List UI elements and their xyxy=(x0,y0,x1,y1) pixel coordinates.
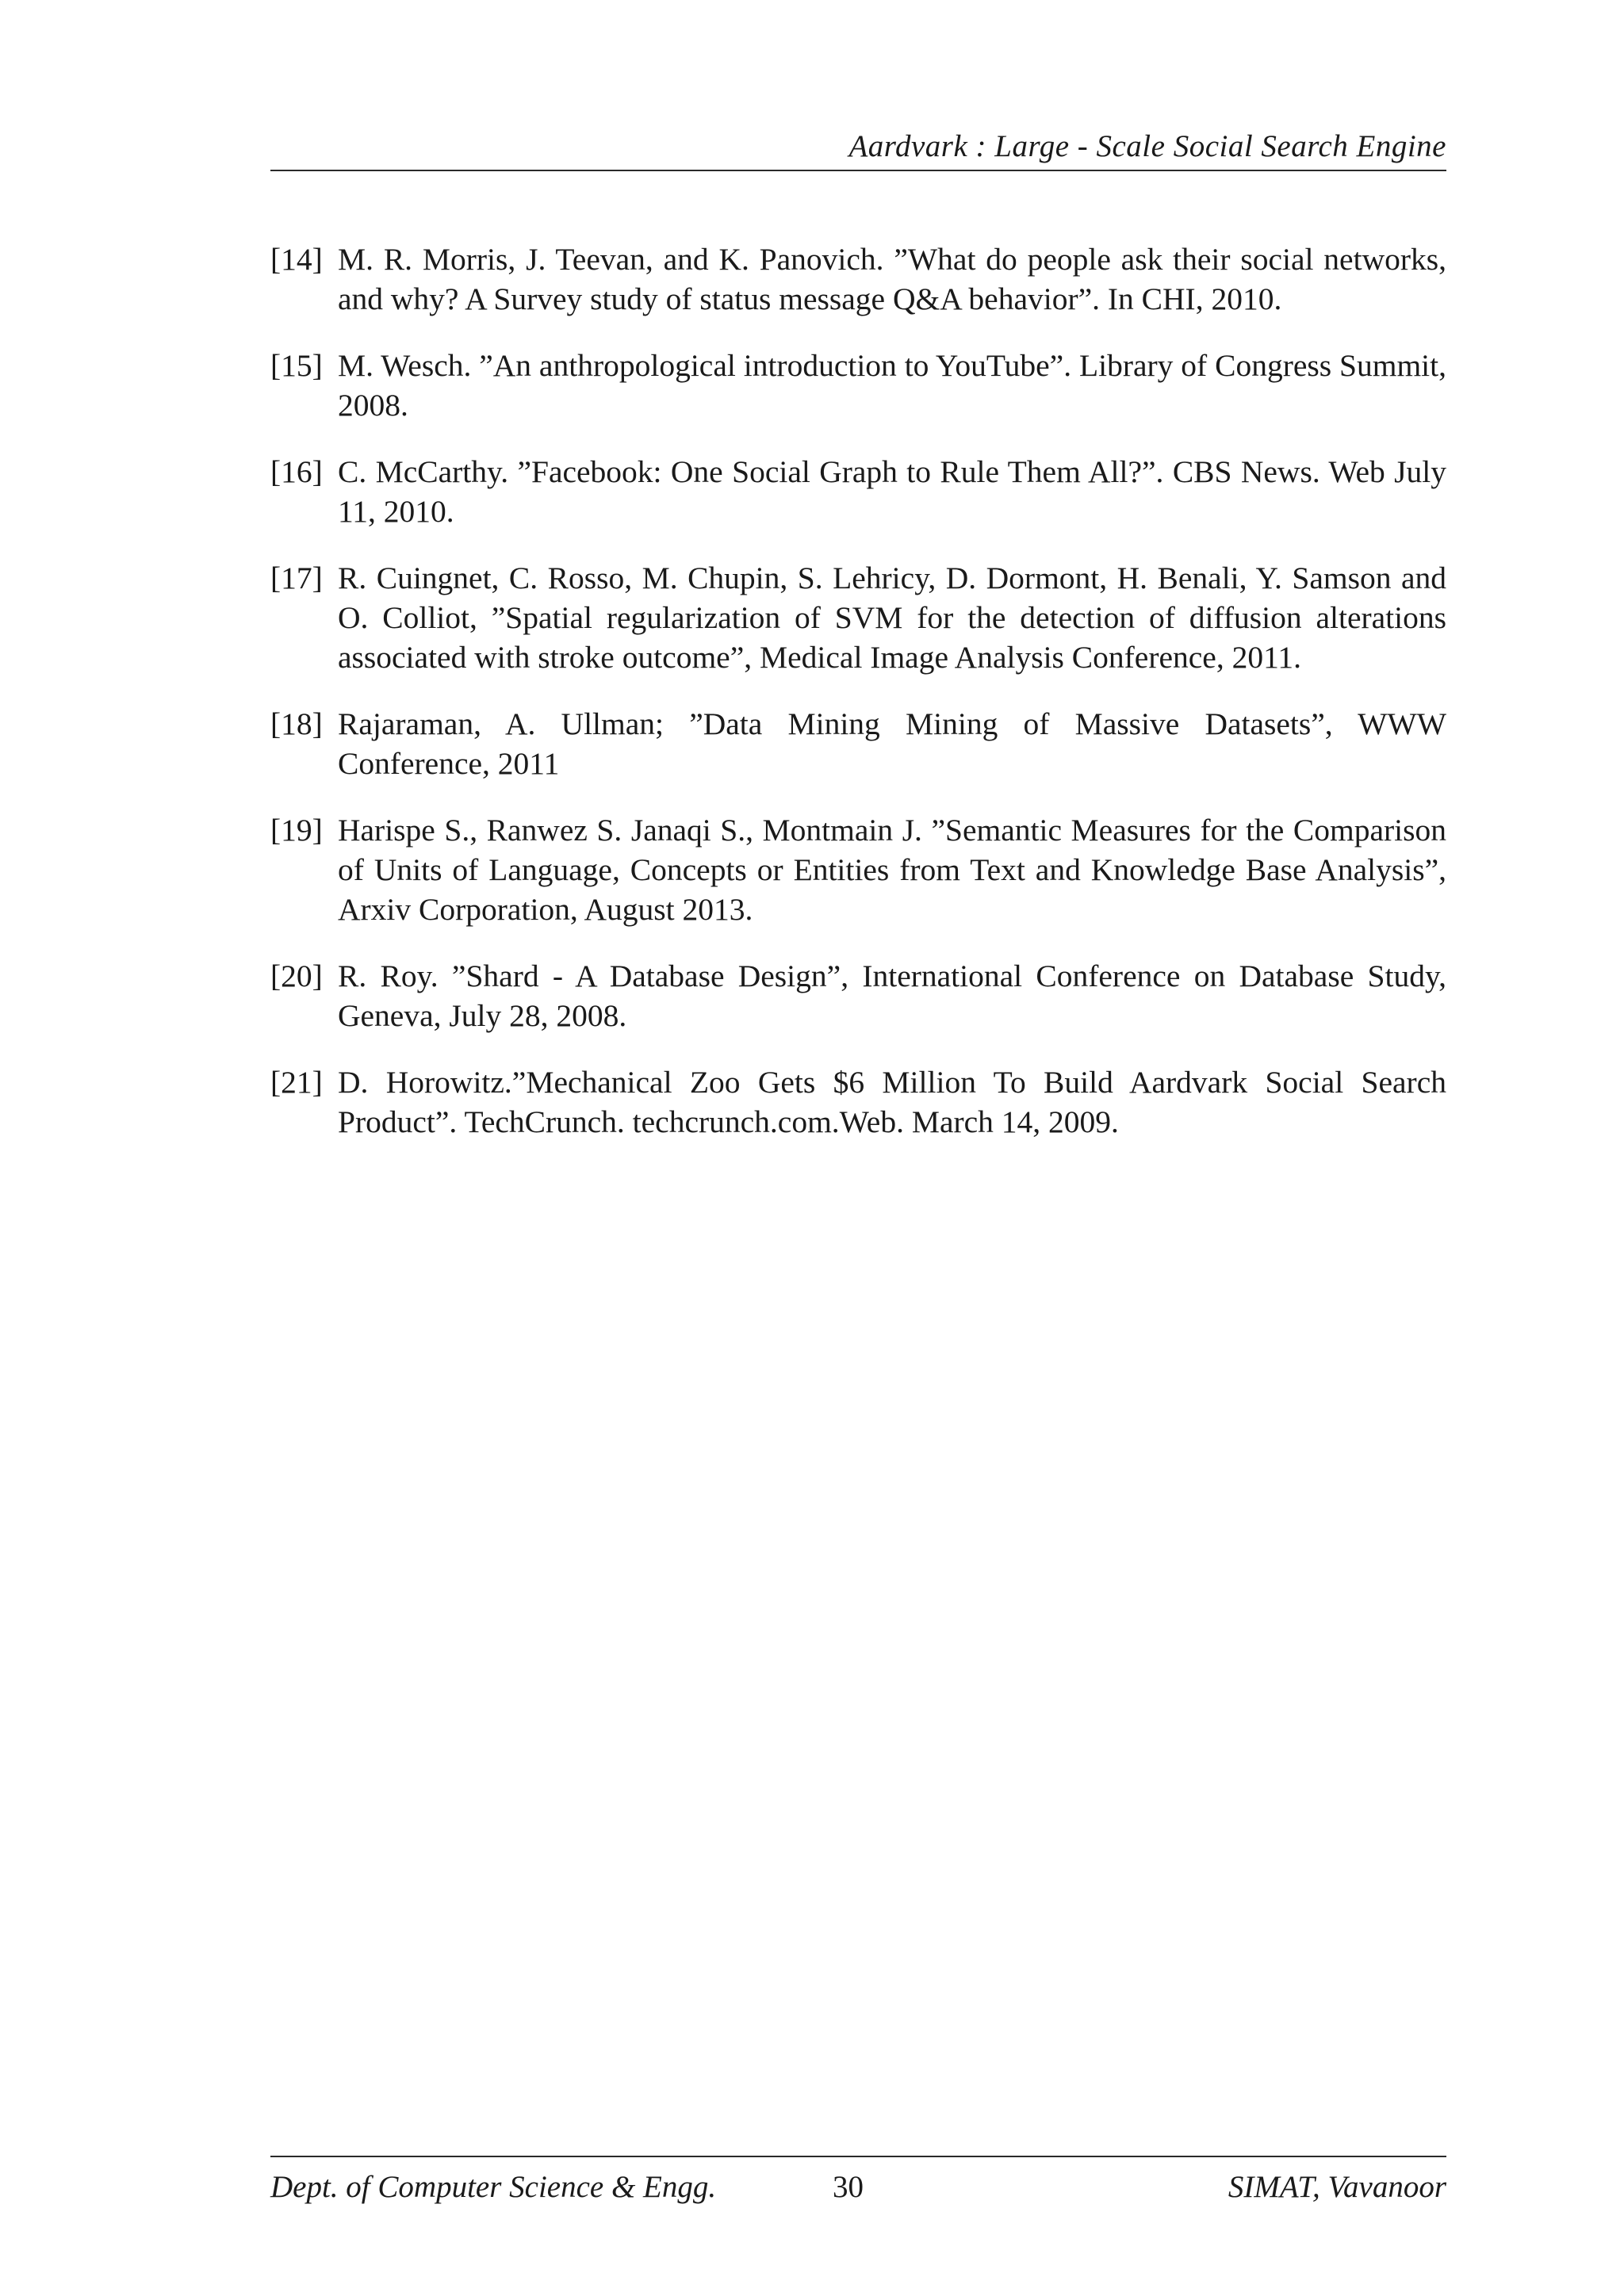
running-header: Aardvark : Large - Scale Social Search Engine xyxy=(848,129,1446,163)
footer-institution: SIMAT, Vavanoor xyxy=(1228,2170,1446,2204)
footer-rule xyxy=(270,2156,1446,2157)
reference-text: M. R. Morris, J. Teevan, and K. Panovich. ”What do people ask their social networks, and why? A Survey study of status message Q&A behavior”. In CHI, 2010. xyxy=(338,242,1446,316)
reference-number: [19] xyxy=(270,813,323,848)
reference-item xyxy=(270,346,1446,425)
reference-number: [17] xyxy=(270,561,323,595)
reference-item xyxy=(270,704,1446,783)
reference-item xyxy=(270,239,1446,319)
reference-text: R. Cuingnet, C. Rosso, M. Chupin, S. Lehricy, D. Dormont, H. Benali, Y. Samson and O. Colliot, ”Spatial regularization of SVM for the detection of diffusion alterations associated with stroke outcome”, Medical Image Analysis Conference, 2011. xyxy=(338,561,1446,675)
reference-text: M. Wesch. ”An anthropological introduction to YouTube”. Library of Congress Summit, 2008. xyxy=(338,348,1446,423)
page-number: 30 xyxy=(833,2170,864,2204)
reference-item xyxy=(270,452,1446,531)
reference-number: [20] xyxy=(270,959,323,993)
reference-item xyxy=(270,956,1446,1035)
reference-item xyxy=(270,810,1446,929)
reference-text: D. Horowitz.”Mechanical Zoo Gets $6 Million To Build Aardvark Social Search Product”. TechCrunch. techcrunch.com.Web. March 14, 2009. xyxy=(338,1065,1446,1139)
reference-item xyxy=(270,1062,1446,1142)
reference-text: C. McCarthy. ”Facebook: One Social Graph to Rule Them All?”. CBS News. Web July 11, 2010. xyxy=(338,454,1446,529)
reference-number: [14] xyxy=(270,242,323,277)
reference-list xyxy=(270,239,1446,1169)
reference-number: [21] xyxy=(270,1065,323,1100)
reference-text: Rajaraman, A. Ullman; ”Data Mining Mining of Massive Datasets”, WWW Conference, 2011 xyxy=(338,706,1446,781)
reference-text: Harispe S., Ranwez S. Janaqi S., Montmain J. ”Semantic Measures for the Comparison of Units of Language, Concepts or Entities from Text and Knowledge Base Analysis”, Arxiv Corporation, August 2013. xyxy=(338,813,1446,927)
header-rule xyxy=(270,170,1446,171)
reference-number: [16] xyxy=(270,454,323,489)
reference-number: [15] xyxy=(270,348,323,383)
footer-department: Dept. of Computer Science & Engg. xyxy=(270,2170,717,2204)
reference-text: R. Roy. ”Shard - A Database Design”, International Conference on Database Study, Geneva, July 28, 2008. xyxy=(338,959,1446,1033)
reference-number: [18] xyxy=(270,706,323,741)
reference-item xyxy=(270,558,1446,677)
